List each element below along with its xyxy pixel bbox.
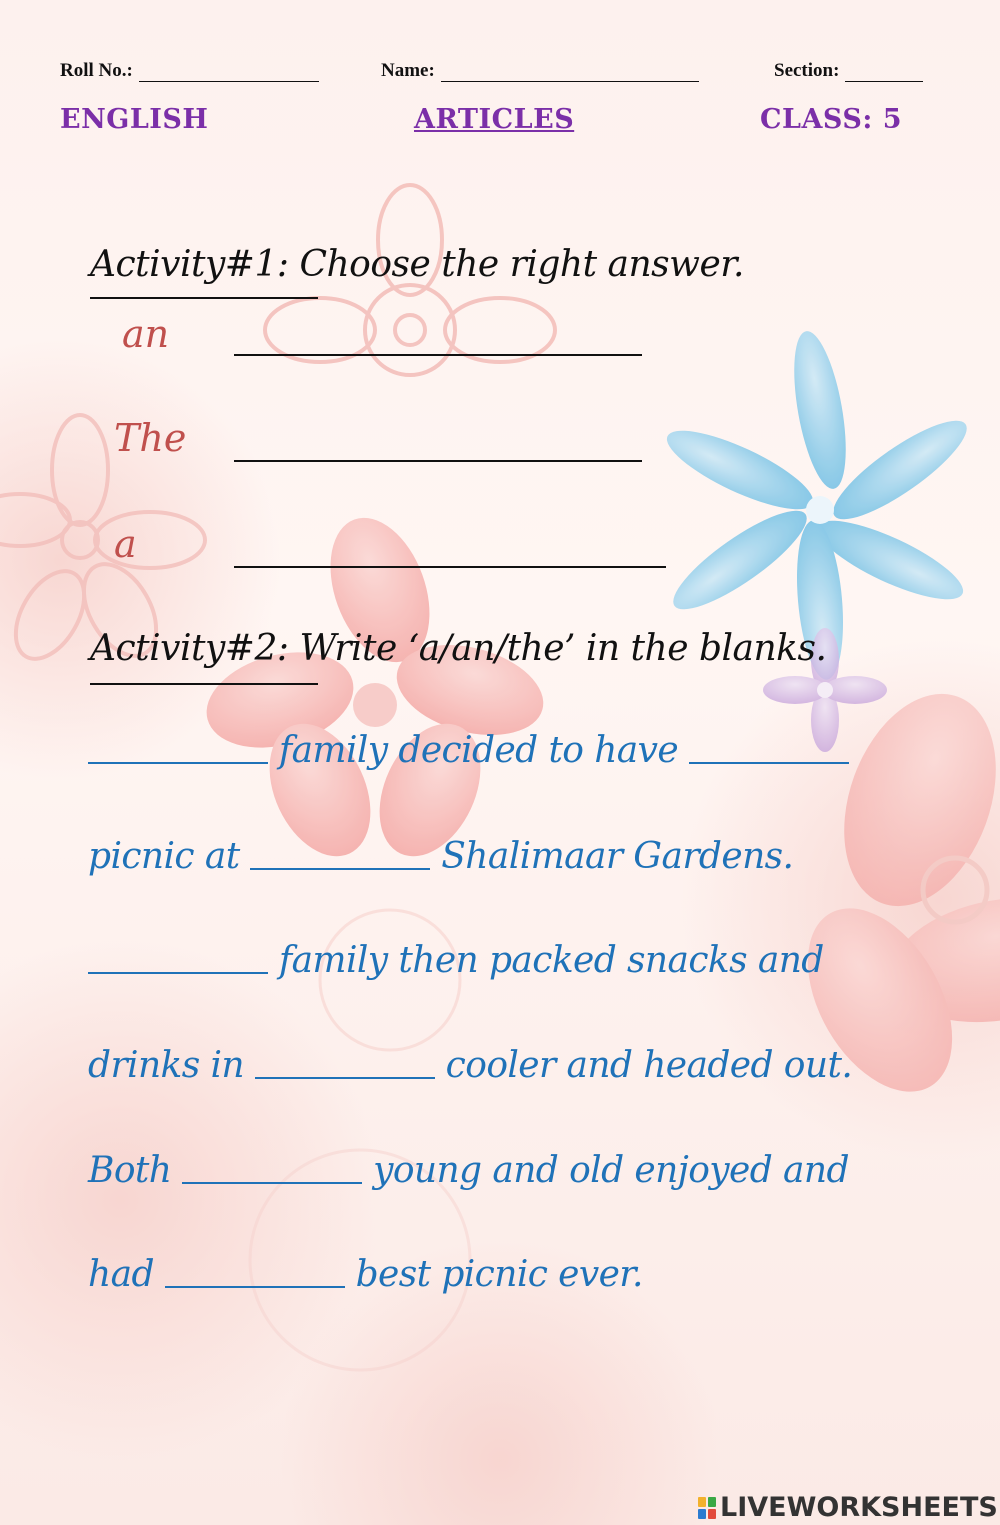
answer-line-2[interactable] <box>234 460 642 462</box>
sentence-text: family then packed snacks and <box>268 940 824 981</box>
roll-number-line[interactable] <box>139 63 319 82</box>
activity2-underline <box>90 683 318 685</box>
answer-line-3[interactable] <box>234 566 666 568</box>
name-line[interactable] <box>441 63 699 82</box>
blank-4[interactable] <box>88 972 268 974</box>
sentence-line-4 <box>88 1045 852 1086</box>
sentence-line-2 <box>88 836 793 877</box>
blank-2[interactable] <box>689 762 849 764</box>
sentence-line-6 <box>88 1254 643 1295</box>
sentence-line-3 <box>88 940 824 981</box>
sentence-text: young and old enjoyed and <box>362 1150 849 1191</box>
option-an: an <box>122 312 170 356</box>
name-field <box>381 60 699 82</box>
activity1-title: Activity#1: Choose the right answer. <box>90 244 744 285</box>
liveworksheets-icon <box>698 1497 716 1519</box>
blank-1[interactable] <box>88 762 268 764</box>
sentence-line-1 <box>88 730 849 771</box>
sentence-text: cooler and headed out. <box>434 1045 853 1086</box>
blank-5[interactable] <box>255 1077 435 1079</box>
sentence-text: best picnic ever. <box>344 1254 643 1295</box>
roll-number-label: Roll No.: <box>60 60 133 81</box>
activity2-title: Activity#2: Write ‘a/an/the’ in the blanks. <box>90 628 827 669</box>
section-field <box>774 60 923 82</box>
sentence-text: Shalimaar Gardens. <box>430 836 794 877</box>
roll-number-field <box>60 60 319 82</box>
answer-line-1[interactable] <box>234 354 642 356</box>
sentence-text: family decided to have <box>268 730 689 771</box>
name-label: Name: <box>381 60 435 81</box>
option-the: The <box>114 416 187 460</box>
sentence-line-5 <box>88 1150 849 1191</box>
blank-3[interactable] <box>250 868 430 870</box>
liveworksheets-logo[interactable] <box>698 1492 998 1523</box>
sentence-text: Both <box>88 1150 183 1191</box>
section-label: Section: <box>774 60 840 81</box>
sentence-text: had <box>88 1254 165 1295</box>
class-label: CLASS: 5 <box>760 104 902 135</box>
option-a: a <box>114 522 137 566</box>
section-line[interactable] <box>845 63 923 82</box>
brand-name: LIVEWORKSHEETS <box>720 1492 998 1523</box>
sentence-text: drinks in <box>88 1045 255 1086</box>
activity1-underline <box>90 297 318 299</box>
blank-7[interactable] <box>165 1286 345 1288</box>
blank-6[interactable] <box>182 1182 362 1184</box>
subject-label: ENGLISH <box>60 104 209 135</box>
topic-title: ARTICLES <box>414 104 575 135</box>
sentence-text: picnic at <box>88 836 251 877</box>
